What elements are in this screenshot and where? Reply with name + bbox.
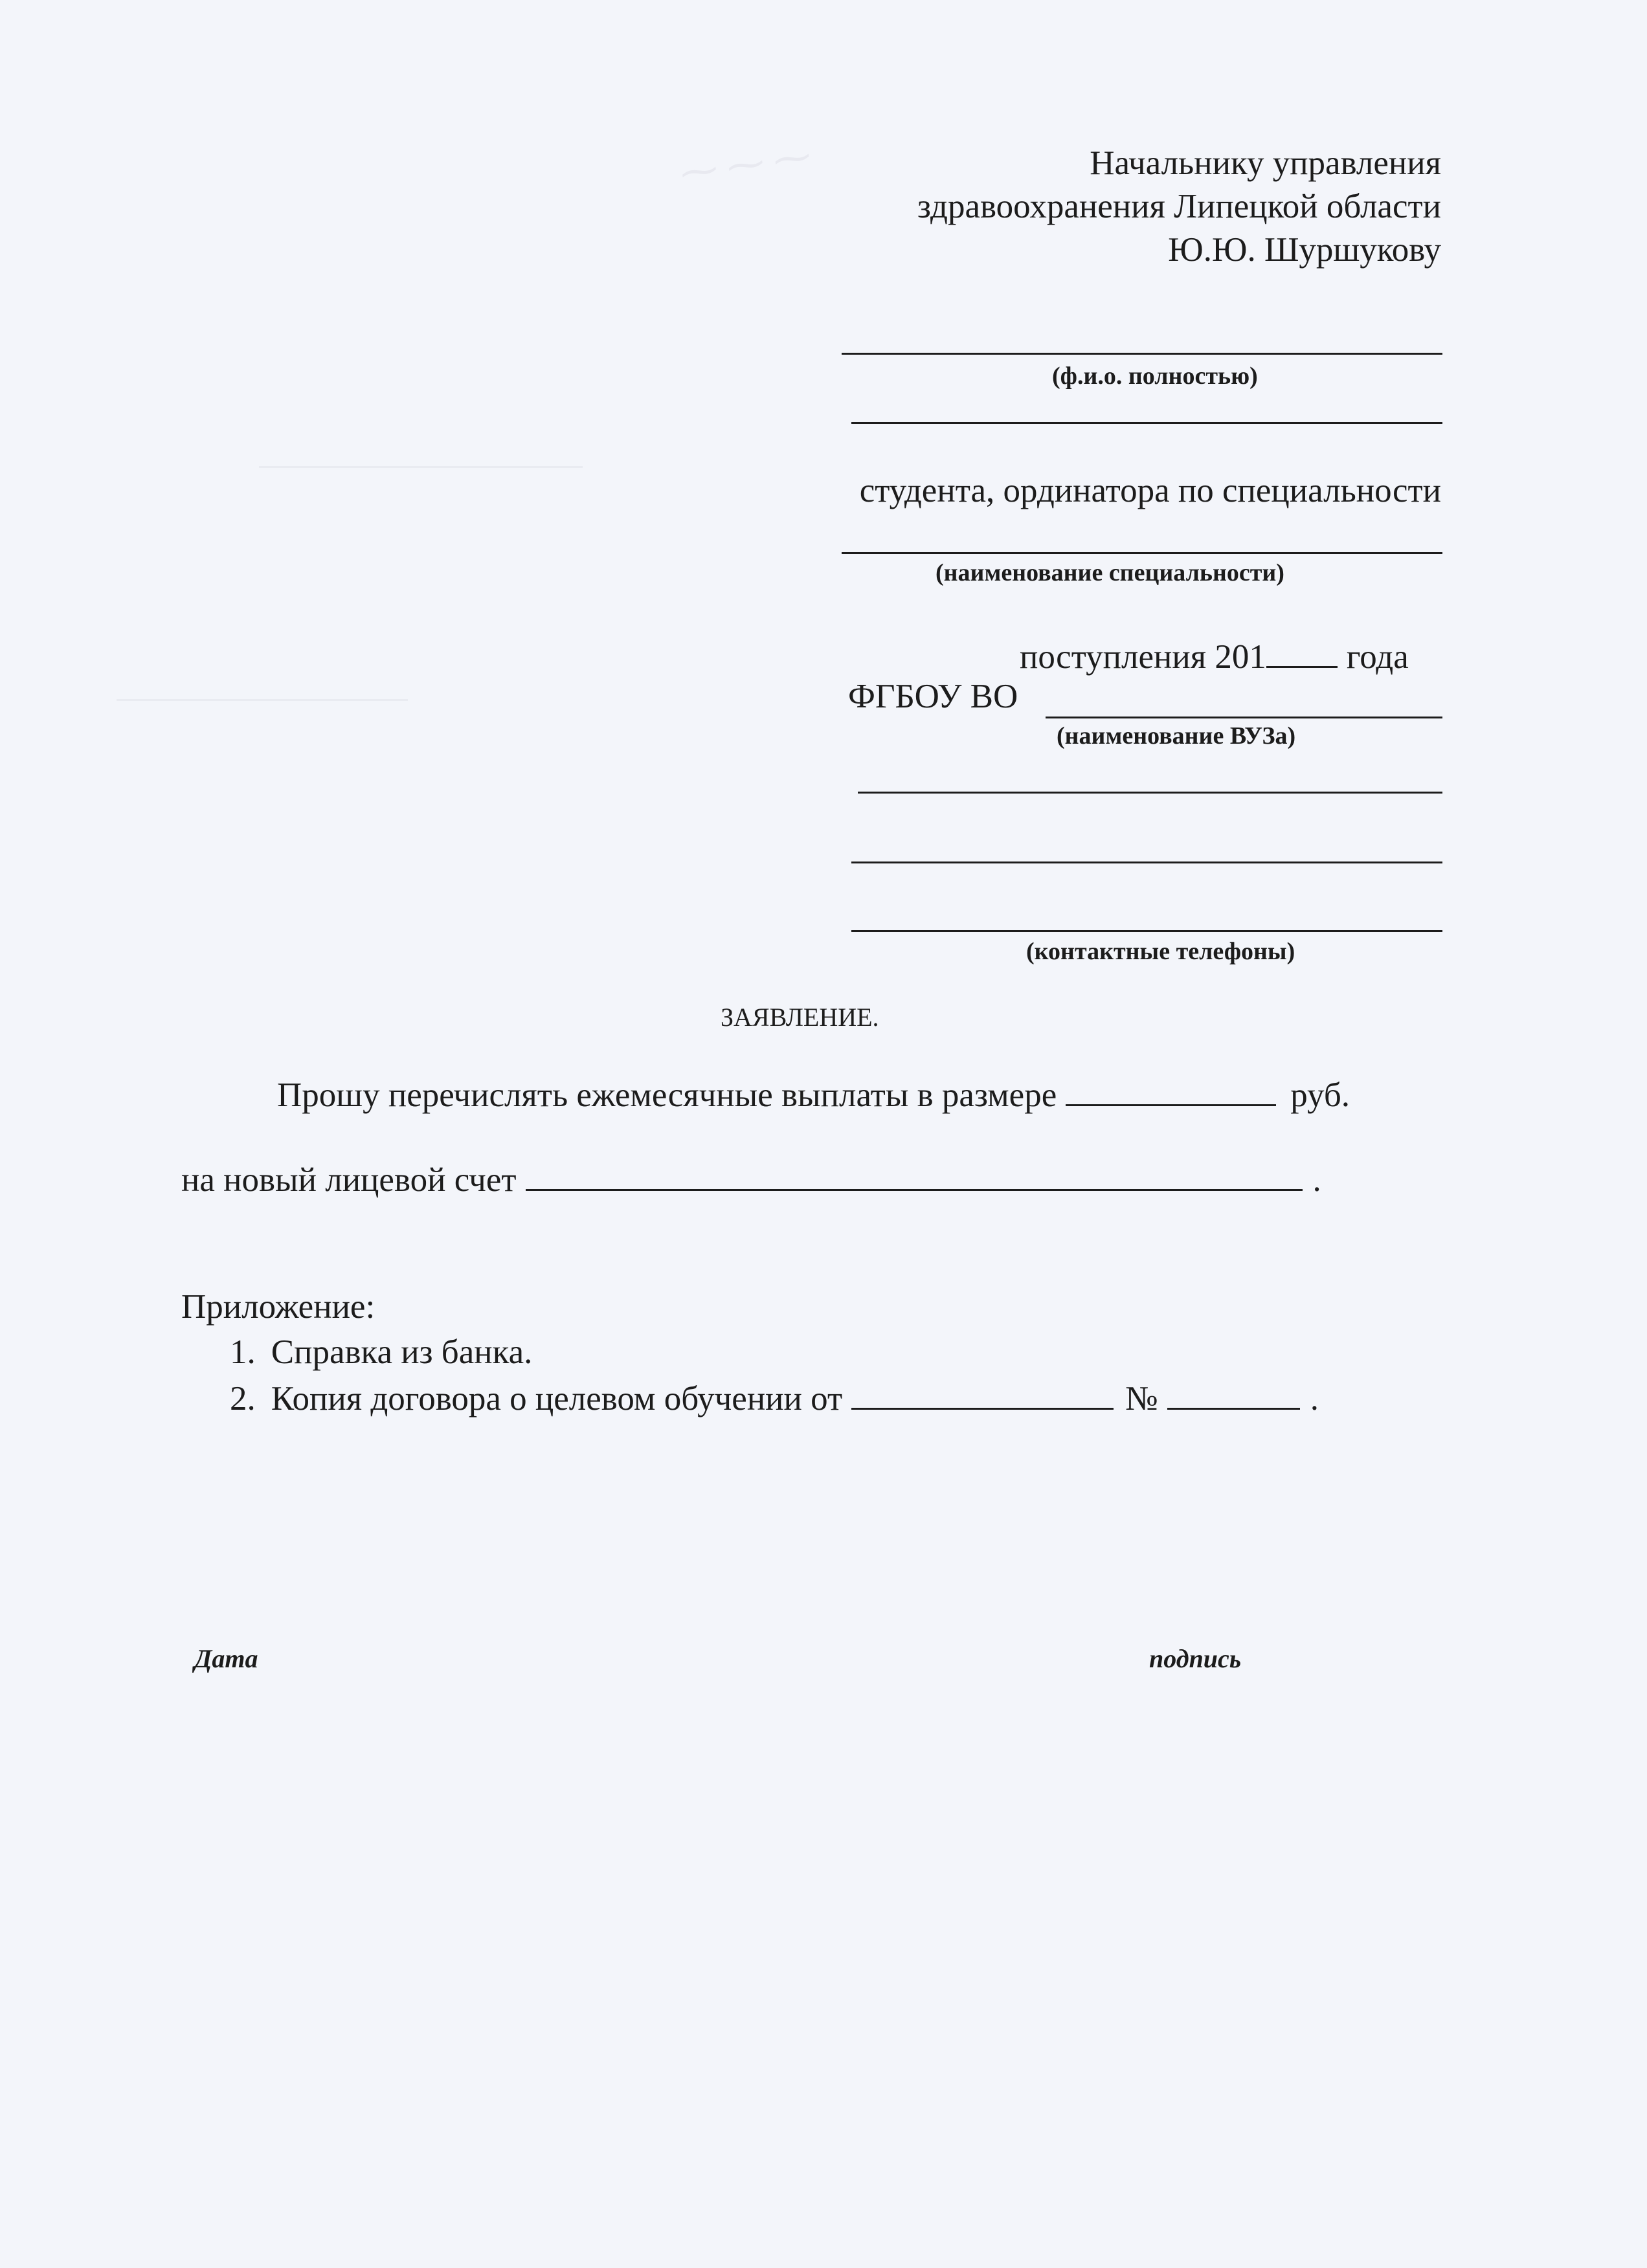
- request-line: [277, 1076, 1350, 1113]
- currency-label: руб.: [1290, 1076, 1350, 1114]
- admission-prefix: поступления 201: [1020, 638, 1266, 676]
- attachment-item: [230, 1379, 1319, 1416]
- addressee-line-1: Начальнику управления: [1090, 144, 1441, 182]
- attachment-text: Копия договора о целевом обучении от: [271, 1380, 843, 1418]
- admission-year-line: [1020, 638, 1409, 674]
- phones-field-line-2[interactable]: [851, 930, 1442, 932]
- bleed-through-mark: ⁓ ⁓ ⁓: [677, 135, 814, 195]
- fio-field-line-2[interactable]: [851, 422, 1442, 424]
- account-end: .: [1312, 1161, 1321, 1199]
- addressee-line-3: Ю.Ю. Шуршукову: [1168, 231, 1441, 269]
- fio-field-line[interactable]: [842, 353, 1442, 355]
- attachment-item: [230, 1335, 532, 1370]
- bleed-through-line: [259, 466, 583, 468]
- signature-label: подпись: [1149, 1644, 1242, 1673]
- document-title: ЗАЯВЛЕНИЕ.: [721, 1003, 879, 1032]
- amount-blank[interactable]: [1066, 1076, 1276, 1106]
- account-line: [181, 1161, 1321, 1197]
- phones-caption: (контактные телефоны): [1026, 938, 1295, 965]
- account-text: на новый лицевой счет: [181, 1161, 517, 1199]
- admission-year-blank[interactable]: [1266, 638, 1338, 668]
- attachment-text: Справка из банка.: [271, 1333, 533, 1371]
- university-field-line-2[interactable]: [858, 792, 1442, 794]
- addressee-line-2: здравоохранения Липецкой области: [917, 188, 1441, 225]
- university-field-line[interactable]: [1046, 717, 1442, 718]
- request-text: Прошу перечислять ежемесячные выплаты в размере: [277, 1076, 1057, 1114]
- contract-number-blank[interactable]: [1167, 1379, 1300, 1410]
- number-sign: №: [1125, 1380, 1158, 1418]
- attachments-heading: Приложение:: [181, 1288, 375, 1326]
- attachment-end: .: [1310, 1380, 1319, 1418]
- university-caption: (наименование ВУЗа): [1057, 722, 1296, 750]
- phones-field-line[interactable]: [851, 862, 1442, 863]
- fio-caption: (ф.и.о. полностью): [1052, 362, 1258, 390]
- date-label: Дата: [194, 1644, 258, 1673]
- contract-date-blank[interactable]: [851, 1379, 1114, 1410]
- account-blank[interactable]: [526, 1161, 1303, 1191]
- specialty-field-line[interactable]: [842, 552, 1442, 554]
- attachment-number: 2.: [230, 1380, 256, 1418]
- admission-suffix: года: [1346, 638, 1409, 676]
- bleed-through-line: [117, 699, 408, 701]
- student-specialty-label: студента, ординатора по специальности: [859, 472, 1441, 509]
- specialty-caption: (наименование специальности): [936, 559, 1284, 586]
- university-label: ФГБОУ ВО: [848, 678, 1018, 715]
- attachment-number: 1.: [230, 1333, 256, 1371]
